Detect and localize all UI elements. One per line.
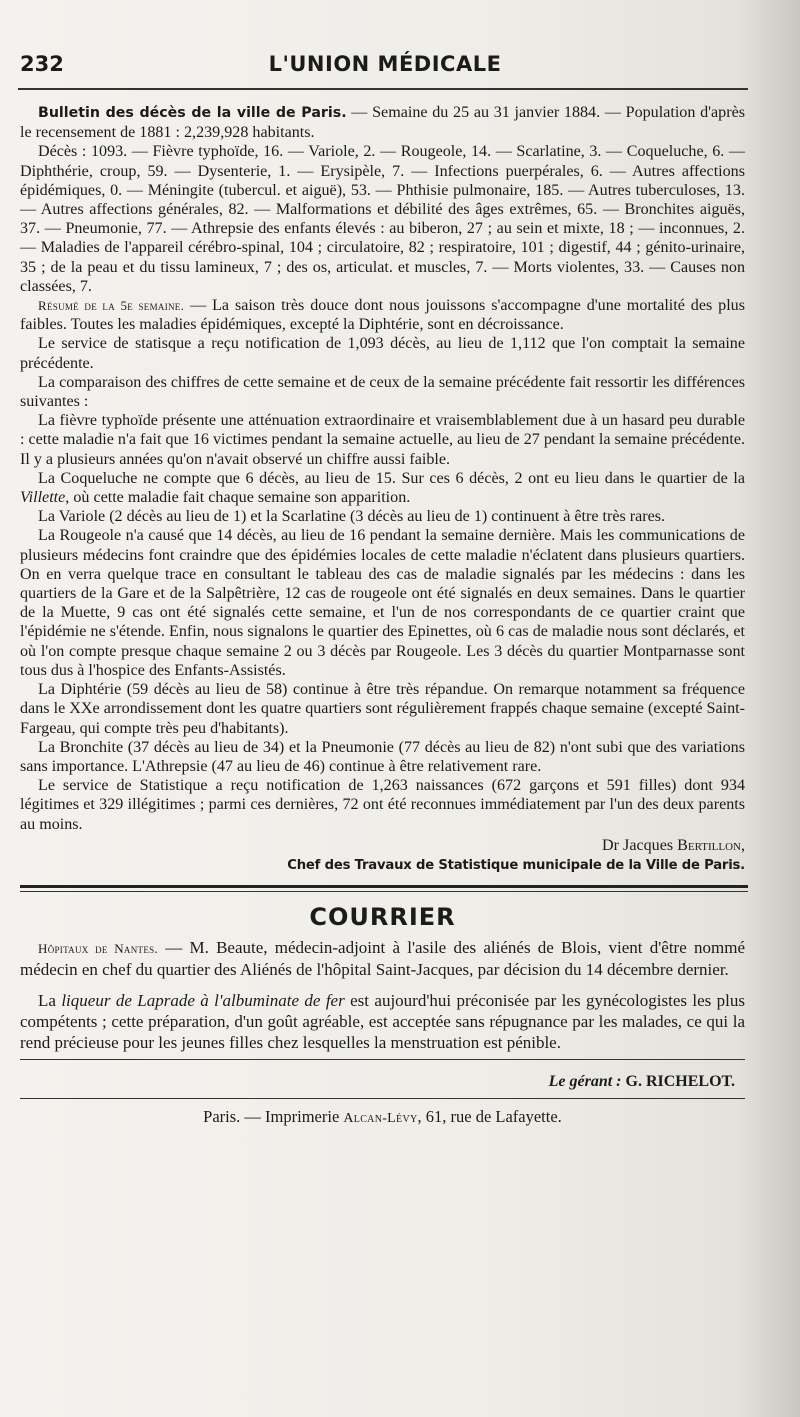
bulletin-title: Bulletin des décès de la ville de Paris. (38, 105, 347, 121)
resume-text: — La saison très douce dont nous jouissons s'accompagne d'une mortalité des plus faibles. Toutes les maladies épidémiques, excepté la Diphtérie, sont en décroissance. (20, 297, 745, 334)
hopitaux-text: — M. Beaute, médecin-adjoint à l'asile des aliénés de Blois, vient d'être nommé médecin en chef du quartier des Aliénés de l'hôpital Saint-Jacques, par décision du 14 décembre dernier. (20, 938, 745, 980)
courrier-heading: COURRIER (309, 903, 456, 932)
printer-line (20, 1107, 745, 1128)
header-rule (18, 88, 748, 90)
resume-label: Résumé de la 5e semaine. (38, 298, 185, 314)
signature-name: Bertillon, (677, 836, 745, 854)
footer-rule (20, 1059, 745, 1060)
resume-paragraph (20, 296, 745, 334)
footer-rule-2 (20, 1098, 745, 1099)
gerant-line (20, 1072, 745, 1091)
gerant-name: G. RICHELOT. (625, 1073, 735, 1091)
signature-title: Chef des Travaux de Statistique municipale de la Ville de Paris. (287, 857, 745, 873)
bulletin-intro-text: — Semaine du 25 au 31 janvier 1884. — Population d'après le recensement de 1881 : 2,239,928 habitants. (20, 104, 745, 142)
gerant-label: Le gérant : (548, 1073, 626, 1091)
signature (20, 836, 745, 855)
villette-italic: Villette (20, 489, 66, 507)
rougeole-paragraph: La Rougeole n'a causé que 14 décès, au lieu de 16 pendant la semaine dernière. Mais les communications de plusieurs médecins font craindre que des épidémies locales de cette maladie n'éclatent dans plusieurs quartiers. On en verra quelque trace en consultant le tableau des cas de maladie signalés par les médecins : dans les quartiers de la Gare et de la Salpêtrière, 12 cas de rougeole ont été signalés en deux semaines. Dans le quartier de la Muette, 9 cas ont été signalés cette semaine, et l'un de nos correspondants de ce quartier craint que l'épidémie ne s'étende. Enfin, nous signalons le quartier des Epinettes, où 6 cas de maladie nous sont déclarés, et où l'on compte presque chaque semaine 2 ou 3 décès par Rougeole. Les 3 décès du quartier Montparnasse sont tous dus à l'hospice des Enfants-Assistés. (20, 527, 745, 679)
comparaison-paragraph: La comparaison des chiffres de cette semaine et de ceux de la semaine précédente fait ressortir les différences suivantes : (20, 373, 745, 411)
fievre-paragraph: La fièvre typhoïde présente une atténuation extraordinaire et vraisemblablement due à un hasard peu durable : cette maladie n'a fait que 16 victimes pendant la semaine actuelle, au lieu de 27 pendant la semaine précédente. Il y a plusieurs années qu'on n'avait observé un chiffre aussi faible. (20, 412, 745, 468)
service-paragraph: Le service de statisque a reçu notification de 1,093 décès, au lieu de 1,112 que l'on comptait la semaine précédente. (20, 335, 745, 372)
liqueur-text: est aujourd'hui préconisée par les gynécologistes les plus compétents ; cette préparation, d'un goût agréable, est acceptée sans répugnance par les malades, ce qui la rend précieuse pour les jeunes filles chez lesquelles la menstruation est pénible. (20, 991, 745, 1053)
deces-paragraph: Décès : 1093. — Fièvre typhoïde, 16. — Variole, 2. — Rougeole, 14. — Scarlatine, 3. — Coqueluche, 6. — Diphthérie, croup, 59. — Dysenterie, 1. — Erysipèle, 7. — Infections puerpérales, 6. — Autres affections épidémiques, 0. — Méningite (tubercul. et aiguë), 53. — Phthisie pulmonaire, 185. — Autres tuberculoses, 13. — Autres affections générales, 82. — Malformations et débilité des âges extrêmes, 65. — Bronchites aiguës, 37. — Pneumonie, 77. — Athrepsie des enfants élevés : au biberon, 27 ; au sein et mixte, 18 ; — inconnues, 2. — Maladies de l'appareil cérébro-spinal, 104 ; circulatoire, 82 ; respiratoire, 101 ; digestif, 44 ; génito-urinaire, 35 ; de la peau et du tissu lamineux, 7 ; des os, articulat. et muscles, 7. — Morts violentes, 33. — Causes non classées, 7. (20, 143, 745, 295)
variole-paragraph: La Variole (2 décès au lieu de 1) et la Scarlatine (3 décès au lieu de 1) continuent à être très rares. (38, 508, 666, 526)
diphterie-paragraph: La Diphtérie (59 décès au lieu de 58) continue à être très répandue. On remarque notamment sa fréquence dans le XXe arrondissement dont les quatre quartiers sont régulièrement frappés chaque semaine (excepté Saint-Fargeau, qui compte très peu d'habitants). (20, 681, 745, 737)
article-body (20, 103, 745, 1128)
liqueur-prefix: La (38, 991, 62, 1011)
hopitaux-label: Hôpitaux de Nantes. (38, 941, 158, 957)
hopitaux-paragraph (20, 937, 745, 980)
liqueur-paragraph (20, 990, 745, 1053)
liqueur-italic: liqueur de Laprade à l'albuminate de fer (61, 991, 345, 1011)
coqueluche-text-b: , où cette maladie fait chaque semaine son apparition. (65, 489, 411, 507)
naissances-paragraph: Le service de Statistique a reçu notification de 1,263 naissances (672 garçons et 591 filles) dont 934 légitimes et 329 illégitimes ; parmi ces dernières, 72 ont été reconnues immédiatement par l'un des deux parents au moins. (20, 777, 745, 833)
bronchite-paragraph: La Bronchite (37 décès au lieu de 34) et la Pneumonie (77 décès au lieu de 82) n'ont subi que des variations sans importance. L'Athrepsie (47 au lieu de 46) continue à être relativement rare. (20, 738, 745, 775)
coqueluche-text-a: La Coqueluche ne compte que 6 décès, au lieu de 15. Sur ces 6 décès, 2 ont eu lieu dans le quartier de la (38, 469, 745, 487)
signature-prefix: Dr Jacques (602, 836, 678, 854)
printer-suffix: , 61, rue de Lafayette. (417, 1106, 562, 1126)
bulletin-intro (20, 103, 745, 142)
section-divider (20, 885, 748, 892)
page-header (20, 52, 750, 76)
coqueluche-paragraph (20, 469, 745, 507)
page-number: 232 (20, 52, 64, 76)
journal-title: L'UNION MÉDICALE (268, 52, 502, 76)
printer-name: Alcan-Lévy (343, 1110, 418, 1126)
printer-prefix: Paris. — Imprimerie (203, 1106, 344, 1126)
